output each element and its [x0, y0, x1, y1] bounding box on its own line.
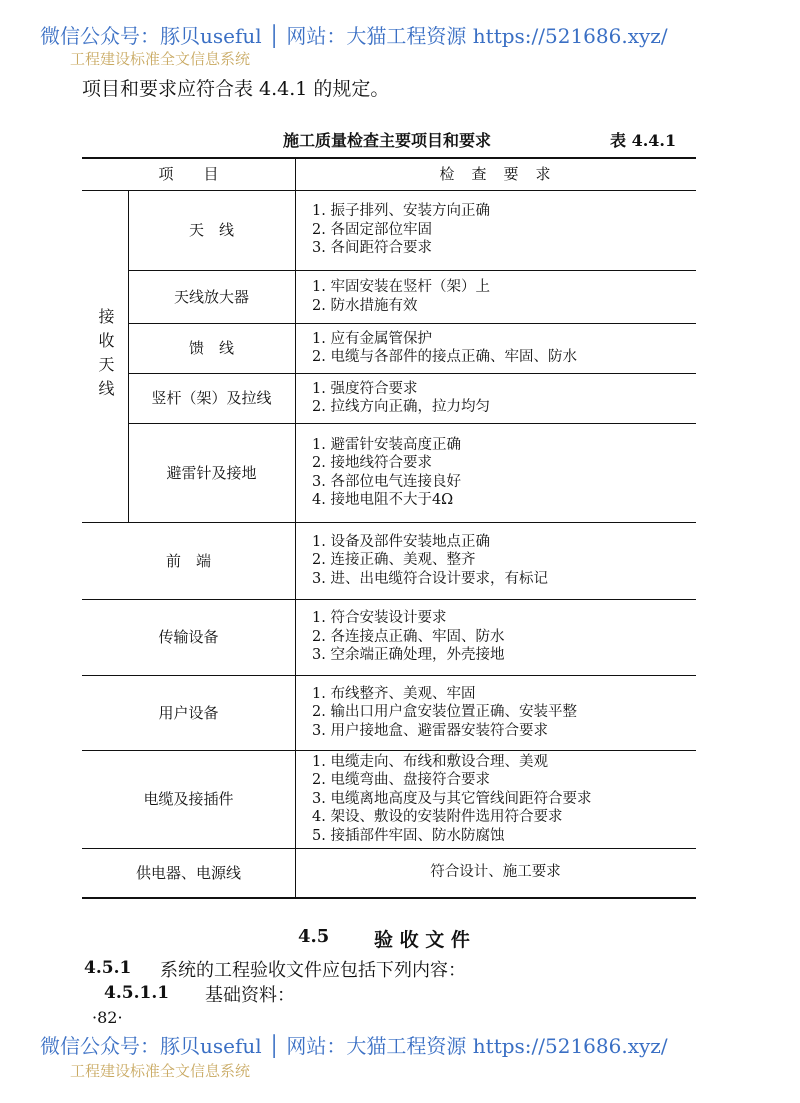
requirement-cell — [312, 190, 490, 270]
table-bottom-rule — [82, 897, 696, 899]
requirement-cell — [312, 423, 461, 522]
requirement-cell — [312, 675, 577, 750]
page-number: ·82· — [92, 1008, 123, 1027]
requirement-item: 2. 各连接点正确、牢固、防水 — [312, 628, 505, 645]
clause-number: 4.5.1 — [84, 958, 132, 978]
intro-text: 项目和要求应符合表 4.4.1 的规定。 — [82, 78, 390, 100]
requirement-item: 3. 各部位电气连接良好 — [312, 473, 461, 490]
requirement-item: 2. 接地线符合要求 — [312, 455, 432, 471]
watermark-sub-top: 工程建设标准全文信息系统 — [70, 50, 251, 68]
requirement-item: 2. 拉线方向正确，拉力均匀 — [312, 399, 490, 415]
requirement-item: 1. 应有金属管保护 — [312, 330, 432, 347]
requirement-item: 1. 布线整齐、美观、牢固 — [312, 685, 476, 702]
requirement-cell — [312, 522, 548, 599]
watermark-bottom: 微信公众号：豚贝useful │ 网站：大猫工程资源 https://521686.xyz/ — [40, 1034, 668, 1058]
requirement-item: 1. 符合安装设计要求 — [312, 610, 447, 627]
requirement-item: 1. 避雷针安装高度正确 — [312, 436, 461, 453]
table-title: 施工质量检查主要项目和要求 — [283, 131, 492, 150]
requirement-item: 4. 接地电阻不大于4Ω — [312, 492, 454, 508]
requirement-item: 3. 各间距符合要求 — [312, 240, 432, 257]
item-cell: 天 线 — [188, 221, 234, 239]
requirement-item: 2. 电缆弯曲、盘接符合要求 — [312, 772, 490, 789]
watermark-sub-bottom: 工程建设标准全文信息系统 — [70, 1062, 251, 1080]
requirement-item: 2. 各固定部位牢固 — [312, 221, 432, 238]
requirement-item: 3. 电缆离地高度及与其它管线间距符合要求 — [312, 790, 592, 807]
table-number: 表 4.4.1 — [610, 131, 677, 150]
requirement-item: 2. 输出口用户盒安装位置正确、安装平整 — [312, 704, 577, 721]
item-cell: 前 端 — [165, 551, 211, 570]
requirement-item: 3. 用户接地盒、避雷器安装符合要求 — [312, 722, 548, 739]
requirement-cell — [312, 323, 577, 373]
header-item: 项 目 — [158, 164, 219, 183]
requirement-cell — [312, 750, 591, 848]
item-cell: 电缆及接插件 — [143, 790, 234, 808]
requirement-item: 2. 防水措施有效 — [312, 297, 418, 314]
item-cell: 馈 线 — [188, 339, 234, 357]
requirement-cell — [312, 373, 490, 423]
clause-text: 系统的工程验收文件应包括下列内容： — [160, 960, 466, 981]
item-cell: 供电器、电源线 — [135, 863, 241, 882]
requirement-item: 3. 空余端正确处理，外壳接地 — [312, 647, 505, 664]
item-cell: 竖杆（架）及拉线 — [151, 389, 272, 407]
requirement-cell — [295, 848, 696, 897]
header-requirement: 检 查 要 求 — [439, 164, 552, 183]
item-cell: 传输设备 — [158, 628, 219, 646]
requirement-item: 5. 接插部件牢固、防水防腐蚀 — [312, 827, 505, 844]
requirement-item: 2. 电缆与各部件的接点正确、牢固、防水 — [312, 349, 577, 365]
column-divider — [295, 157, 296, 897]
requirement-item: 3. 进、出电缆符合设计要求，有标记 — [312, 570, 548, 587]
requirement-item: 2. 连接正确、美观、整齐 — [312, 552, 476, 569]
watermark-top: 微信公众号：豚贝useful │ 网站：大猫工程资源 https://521686.xyz/ — [40, 24, 668, 48]
requirement-item: 符合设计、施工要求 — [430, 864, 561, 881]
group-divider — [128, 190, 129, 522]
item-cell: 避雷针及接地 — [166, 463, 257, 482]
requirement-item: 1. 振子排列、安装方向正确 — [312, 203, 490, 220]
requirement-item: 1. 设备及部件安装地点正确 — [312, 533, 490, 550]
group-label: 接收天线 — [96, 308, 115, 404]
item-cell: 用户设备 — [158, 703, 219, 722]
subclause-number: 4.5.1.1 — [104, 983, 170, 1003]
requirement-cell — [312, 599, 504, 675]
requirement-item: 1. 强度符合要求 — [312, 380, 418, 397]
item-cell: 天线放大器 — [173, 287, 249, 306]
requirement-item: 1. 牢固安装在竖杆（架）上 — [312, 279, 490, 295]
requirement-item: 1. 电缆走向、布线和敷设合理、美观 — [312, 753, 548, 770]
subclause-text: 基础资料： — [205, 985, 295, 1006]
requirement-item: 4. 架设、敷设的安装附件选用符合要求 — [312, 809, 563, 826]
section-number: 4.5 — [298, 926, 330, 947]
section-title: 验 收 文 件 — [374, 929, 470, 951]
requirement-cell — [312, 270, 490, 323]
